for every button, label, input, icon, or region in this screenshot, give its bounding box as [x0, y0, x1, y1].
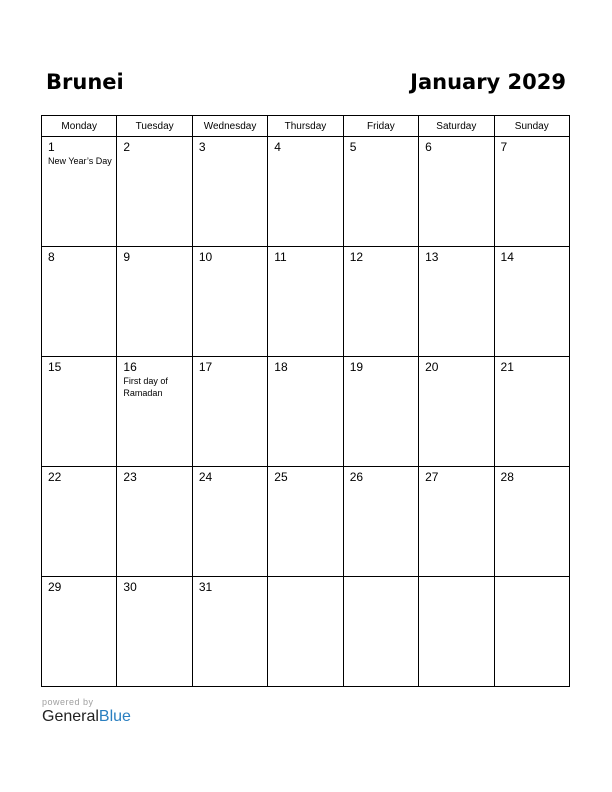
day-number: 18 [274, 360, 288, 374]
day-number: 24 [198, 470, 213, 484]
day-number: 23 [123, 470, 137, 484]
weekday-saturday: Saturday [419, 116, 494, 137]
day-cell [117, 577, 192, 687]
month-title: January 2029 [410, 70, 566, 94]
day-cell [117, 247, 192, 357]
day-cell [494, 467, 569, 577]
day-number: 27 [425, 470, 439, 484]
calendar-header [46, 70, 566, 100]
day-cell [117, 357, 192, 467]
day-cell [42, 137, 117, 247]
day-cell [117, 137, 192, 247]
powered-by-text: powered by [42, 697, 94, 707]
day-number [344, 577, 418, 581]
day-cell [343, 247, 418, 357]
week-row [42, 137, 570, 247]
day-number: 5 [349, 140, 357, 154]
day-cell [419, 137, 494, 247]
week-row [42, 357, 570, 467]
footer-branding [42, 697, 131, 726]
day-cell [117, 467, 192, 577]
day-cell [268, 247, 343, 357]
day-cell [192, 467, 267, 577]
day-cell [343, 467, 418, 577]
weekday-monday: Monday [42, 116, 117, 137]
day-number [268, 577, 342, 581]
day-cell [42, 357, 117, 467]
weekday-header-row [42, 116, 570, 137]
day-cell [419, 357, 494, 467]
day-number: 11 [274, 250, 287, 264]
day-number: 6 [425, 140, 432, 154]
weekday-friday: Friday [343, 116, 418, 137]
country-title: Brunei [46, 70, 124, 94]
day-number: 21 [500, 360, 514, 374]
brand-part-blue: Blue [98, 708, 131, 725]
day-number: 13 [425, 250, 439, 264]
day-cell [494, 357, 569, 467]
day-cell [419, 467, 494, 577]
day-cell [343, 357, 418, 467]
day-number: 2 [123, 140, 131, 154]
day-number: 17 [198, 360, 213, 374]
generalblue-logo[interactable] [42, 708, 131, 726]
day-number: 28 [500, 470, 514, 484]
holiday-label: First day of Ramadan [123, 376, 168, 398]
day-number: 30 [123, 580, 137, 594]
day-cell [42, 247, 117, 357]
day-cell [268, 467, 343, 577]
day-number: 20 [425, 360, 439, 374]
calendar-grid [41, 115, 570, 687]
week-row [42, 247, 570, 357]
day-number [419, 577, 493, 581]
day-cell [419, 577, 494, 687]
day-number: 22 [48, 470, 62, 484]
day-number: 15 [48, 360, 62, 374]
day-cell [192, 137, 267, 247]
weekday-wednesday: Wednesday [192, 116, 267, 137]
day-number [495, 577, 569, 581]
day-cell [419, 247, 494, 357]
day-number: 8 [48, 250, 55, 264]
day-cell [494, 137, 569, 247]
day-number: 9 [123, 250, 131, 264]
day-number: 29 [48, 580, 62, 594]
day-cell [268, 137, 343, 247]
day-number: 10 [198, 250, 213, 264]
day-number: 3 [198, 140, 206, 154]
weekday-tuesday: Tuesday [117, 116, 192, 137]
day-cell [343, 137, 418, 247]
day-cell [42, 467, 117, 577]
holiday-label: New Year’s Day [48, 156, 112, 166]
day-number: 12 [349, 250, 364, 264]
day-cell [343, 577, 418, 687]
weekday-sunday: Sunday [494, 116, 569, 137]
week-row [42, 577, 570, 687]
weekday-thursday: Thursday [268, 116, 343, 137]
week-row [42, 467, 570, 577]
day-number: 14 [500, 250, 514, 264]
day-cell [268, 357, 343, 467]
day-number: 19 [349, 360, 364, 374]
day-cell [192, 247, 267, 357]
day-number: 25 [274, 470, 288, 484]
day-cell [494, 577, 569, 687]
day-cell [192, 577, 267, 687]
day-number: 31 [198, 580, 213, 594]
day-cell [42, 577, 117, 687]
day-cell [192, 357, 267, 467]
day-cell [494, 247, 569, 357]
day-number: 26 [349, 470, 364, 484]
day-number: 16 [123, 360, 137, 374]
day-cell [268, 577, 343, 687]
brand-part-general: General [42, 708, 99, 725]
day-number: 4 [274, 140, 281, 154]
day-number: 7 [500, 140, 508, 154]
day-number: 1 [48, 140, 55, 154]
